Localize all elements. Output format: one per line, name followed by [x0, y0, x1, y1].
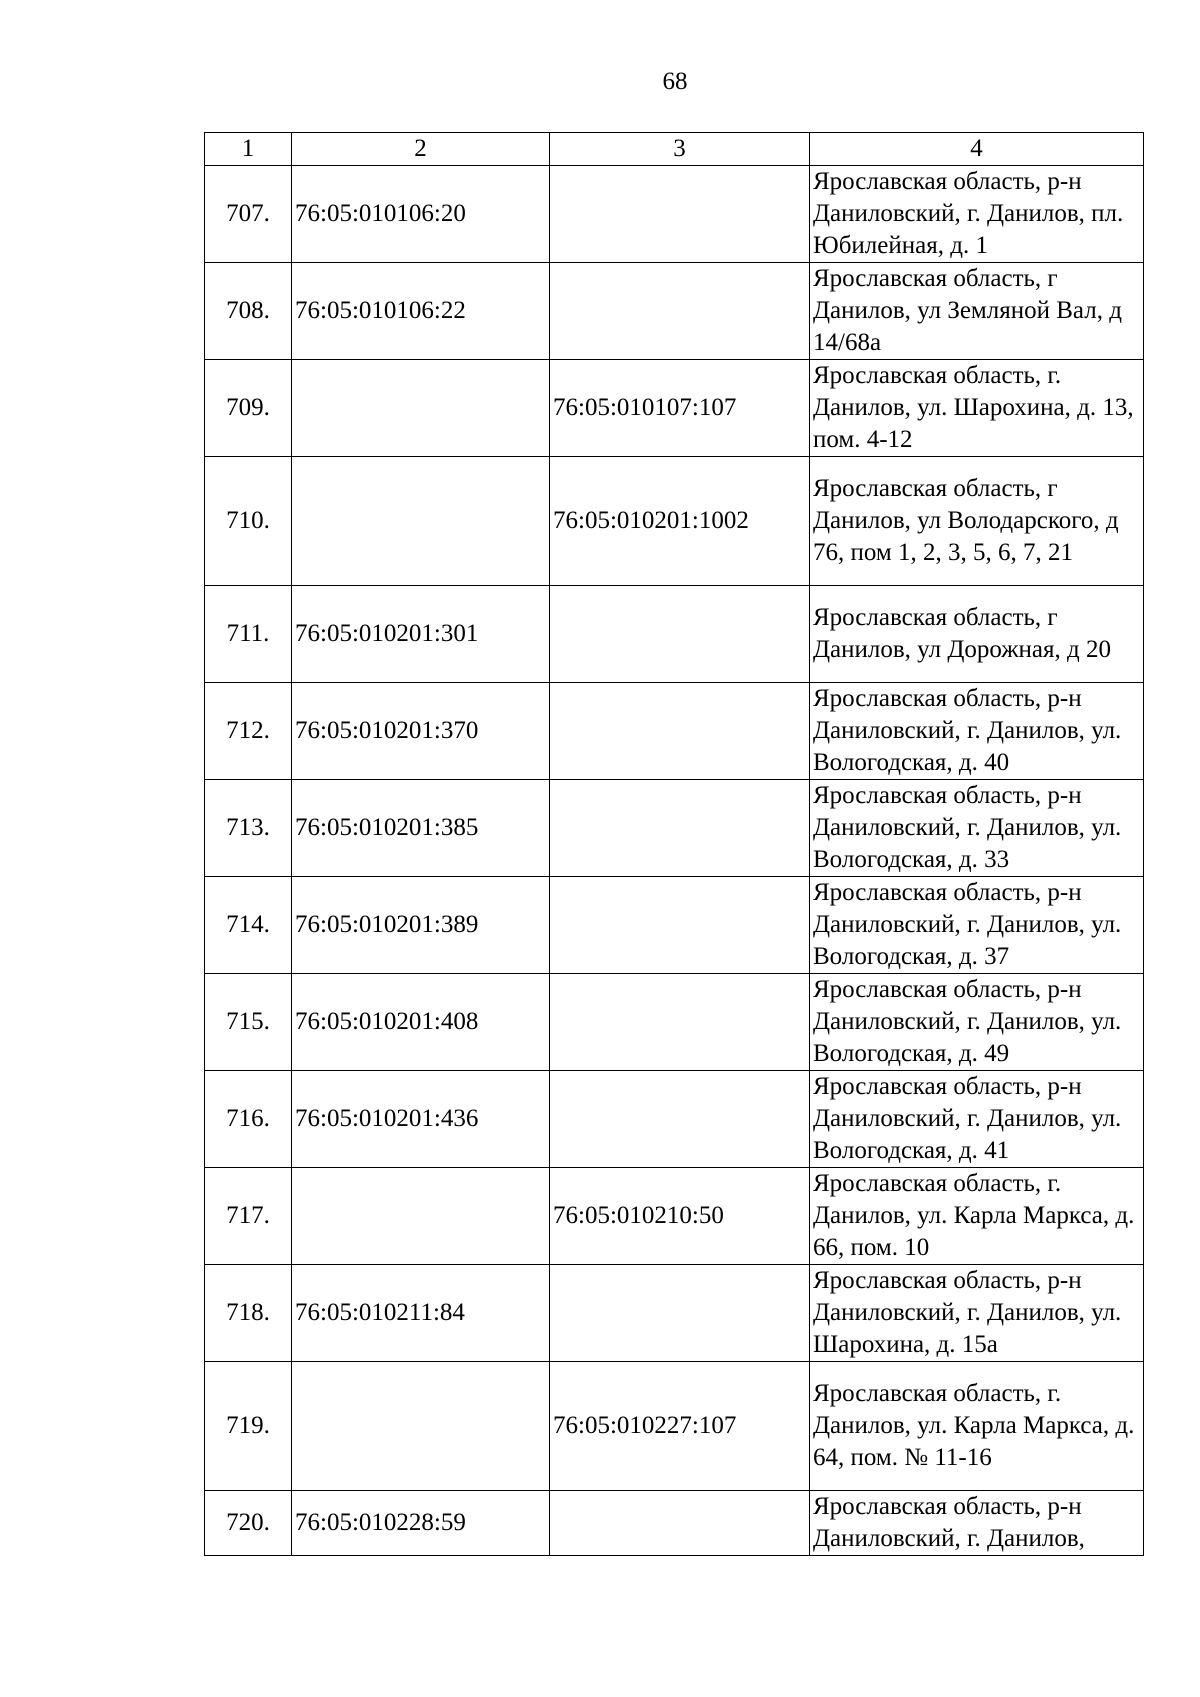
address-cell: Ярославская область, р-н Даниловский, г. Данилов, ул. Вологодская, д. 33 — [810, 780, 1144, 877]
address-cell: Ярославская область, г Данилов, ул Дорожная, д 20 — [810, 586, 1144, 683]
row-number-cell: 712. — [205, 683, 292, 780]
table-row — [205, 683, 1144, 780]
table-row — [205, 1168, 1144, 1265]
row-number-cell: 720. — [205, 1491, 292, 1556]
table-row — [205, 586, 1144, 683]
row-number-cell: 719. — [205, 1362, 292, 1491]
address-cell: Ярославская область, р-н Даниловский, г. Данилов, ул. Вологодская, д. 40 — [810, 683, 1144, 780]
address-cell: Ярославская область, р-н Даниловский, г. Данилов, пл. Юбилейная, д. 1 — [810, 166, 1144, 263]
address-cell: Ярославская область, р-н Даниловский, г. Данилов, — [810, 1491, 1144, 1556]
room-cadastral-number-cell — [550, 1265, 810, 1362]
room-cadastral-number-cell — [550, 683, 810, 780]
cadastral-number-cell: 76:05:010201:389 — [292, 877, 550, 974]
header-col-1: 1 — [205, 133, 292, 166]
address-cell: Ярославская область, р-н Даниловский, г. Данилов, ул. Вологодская, д. 37 — [810, 877, 1144, 974]
address-cell: Ярославская область, г. Данилов, ул. Карла Маркса, д. 66, пом. 10 — [810, 1168, 1144, 1265]
row-number-cell: 707. — [205, 166, 292, 263]
header-col-3: 3 — [550, 133, 810, 166]
page-number: 68 — [662, 68, 688, 95]
address-cell: Ярославская область, р-н Даниловский, г. Данилов, ул. Вологодская, д. 41 — [810, 1071, 1144, 1168]
register-table — [204, 132, 1144, 1556]
room-cadastral-number-cell — [550, 974, 810, 1071]
cadastral-number-cell: 76:05:010201:370 — [292, 683, 550, 780]
table-row — [205, 974, 1144, 1071]
row-number-cell: 718. — [205, 1265, 292, 1362]
table-row — [205, 263, 1144, 360]
table-row — [205, 1362, 1144, 1491]
address-cell: Ярославская область, г Данилов, ул Земляной Вал, д 14/68а — [810, 263, 1144, 360]
address-cell: Ярославская область, г. Данилов, ул. Карла Маркса, д. 64, пом. № 11-16 — [810, 1362, 1144, 1491]
row-number-cell: 713. — [205, 780, 292, 877]
address-cell: Ярославская область, г Данилов, ул Володарского, д 76, пом 1, 2, 3, 5, 6, 7, 21 — [810, 457, 1144, 586]
address-cell: Ярославская область, р-н Даниловский, г. Данилов, ул. Вологодская, д. 49 — [810, 974, 1144, 1071]
cadastral-number-cell — [292, 457, 550, 586]
table-row — [205, 360, 1144, 457]
room-cadastral-number-cell — [550, 780, 810, 877]
row-number-cell: 714. — [205, 877, 292, 974]
room-cadastral-number-cell — [550, 263, 810, 360]
cadastral-number-cell: 76:05:010201:301 — [292, 586, 550, 683]
cadastral-number-cell: 76:05:010106:20 — [292, 166, 550, 263]
row-number-cell: 709. — [205, 360, 292, 457]
cadastral-number-cell: 76:05:010106:22 — [292, 263, 550, 360]
cadastral-number-cell — [292, 360, 550, 457]
cadastral-number-cell: 76:05:010201:436 — [292, 1071, 550, 1168]
cadastral-number-cell: 76:05:010228:59 — [292, 1491, 550, 1556]
row-number-cell: 711. — [205, 586, 292, 683]
address-cell: Ярославская область, г. Данилов, ул. Шарохина, д. 13, пом. 4-12 — [810, 360, 1144, 457]
room-cadastral-number-cell: 76:05:010210:50 — [550, 1168, 810, 1265]
row-number-cell: 716. — [205, 1071, 292, 1168]
room-cadastral-number-cell — [550, 1491, 810, 1556]
cadastral-number-cell — [292, 1168, 550, 1265]
header-col-4: 4 — [810, 133, 1144, 166]
room-cadastral-number-cell: 76:05:010201:1002 — [550, 457, 810, 586]
table-row — [205, 1491, 1144, 1556]
address-cell: Ярославская область, р-н Даниловский, г. Данилов, ул. Шарохина, д. 15а — [810, 1265, 1144, 1362]
room-cadastral-number-cell — [550, 166, 810, 263]
table-row — [205, 877, 1144, 974]
room-cadastral-number-cell: 76:05:010227:107 — [550, 1362, 810, 1491]
row-number-cell: 717. — [205, 1168, 292, 1265]
table-row — [205, 166, 1144, 263]
room-cadastral-number-cell — [550, 586, 810, 683]
room-cadastral-number-cell — [550, 1071, 810, 1168]
header-row — [205, 133, 1144, 166]
room-cadastral-number-cell — [550, 877, 810, 974]
table-row — [205, 457, 1144, 586]
table-row — [205, 780, 1144, 877]
header-col-2: 2 — [292, 133, 550, 166]
row-number-cell: 710. — [205, 457, 292, 586]
cadastral-number-cell: 76:05:010201:408 — [292, 974, 550, 1071]
row-number-cell: 708. — [205, 263, 292, 360]
cadastral-number-cell — [292, 1362, 550, 1491]
row-number-cell: 715. — [205, 974, 292, 1071]
table-row — [205, 1071, 1144, 1168]
cadastral-number-cell: 76:05:010201:385 — [292, 780, 550, 877]
room-cadastral-number-cell: 76:05:010107:107 — [550, 360, 810, 457]
cadastral-number-cell: 76:05:010211:84 — [292, 1265, 550, 1362]
table-row — [205, 1265, 1144, 1362]
